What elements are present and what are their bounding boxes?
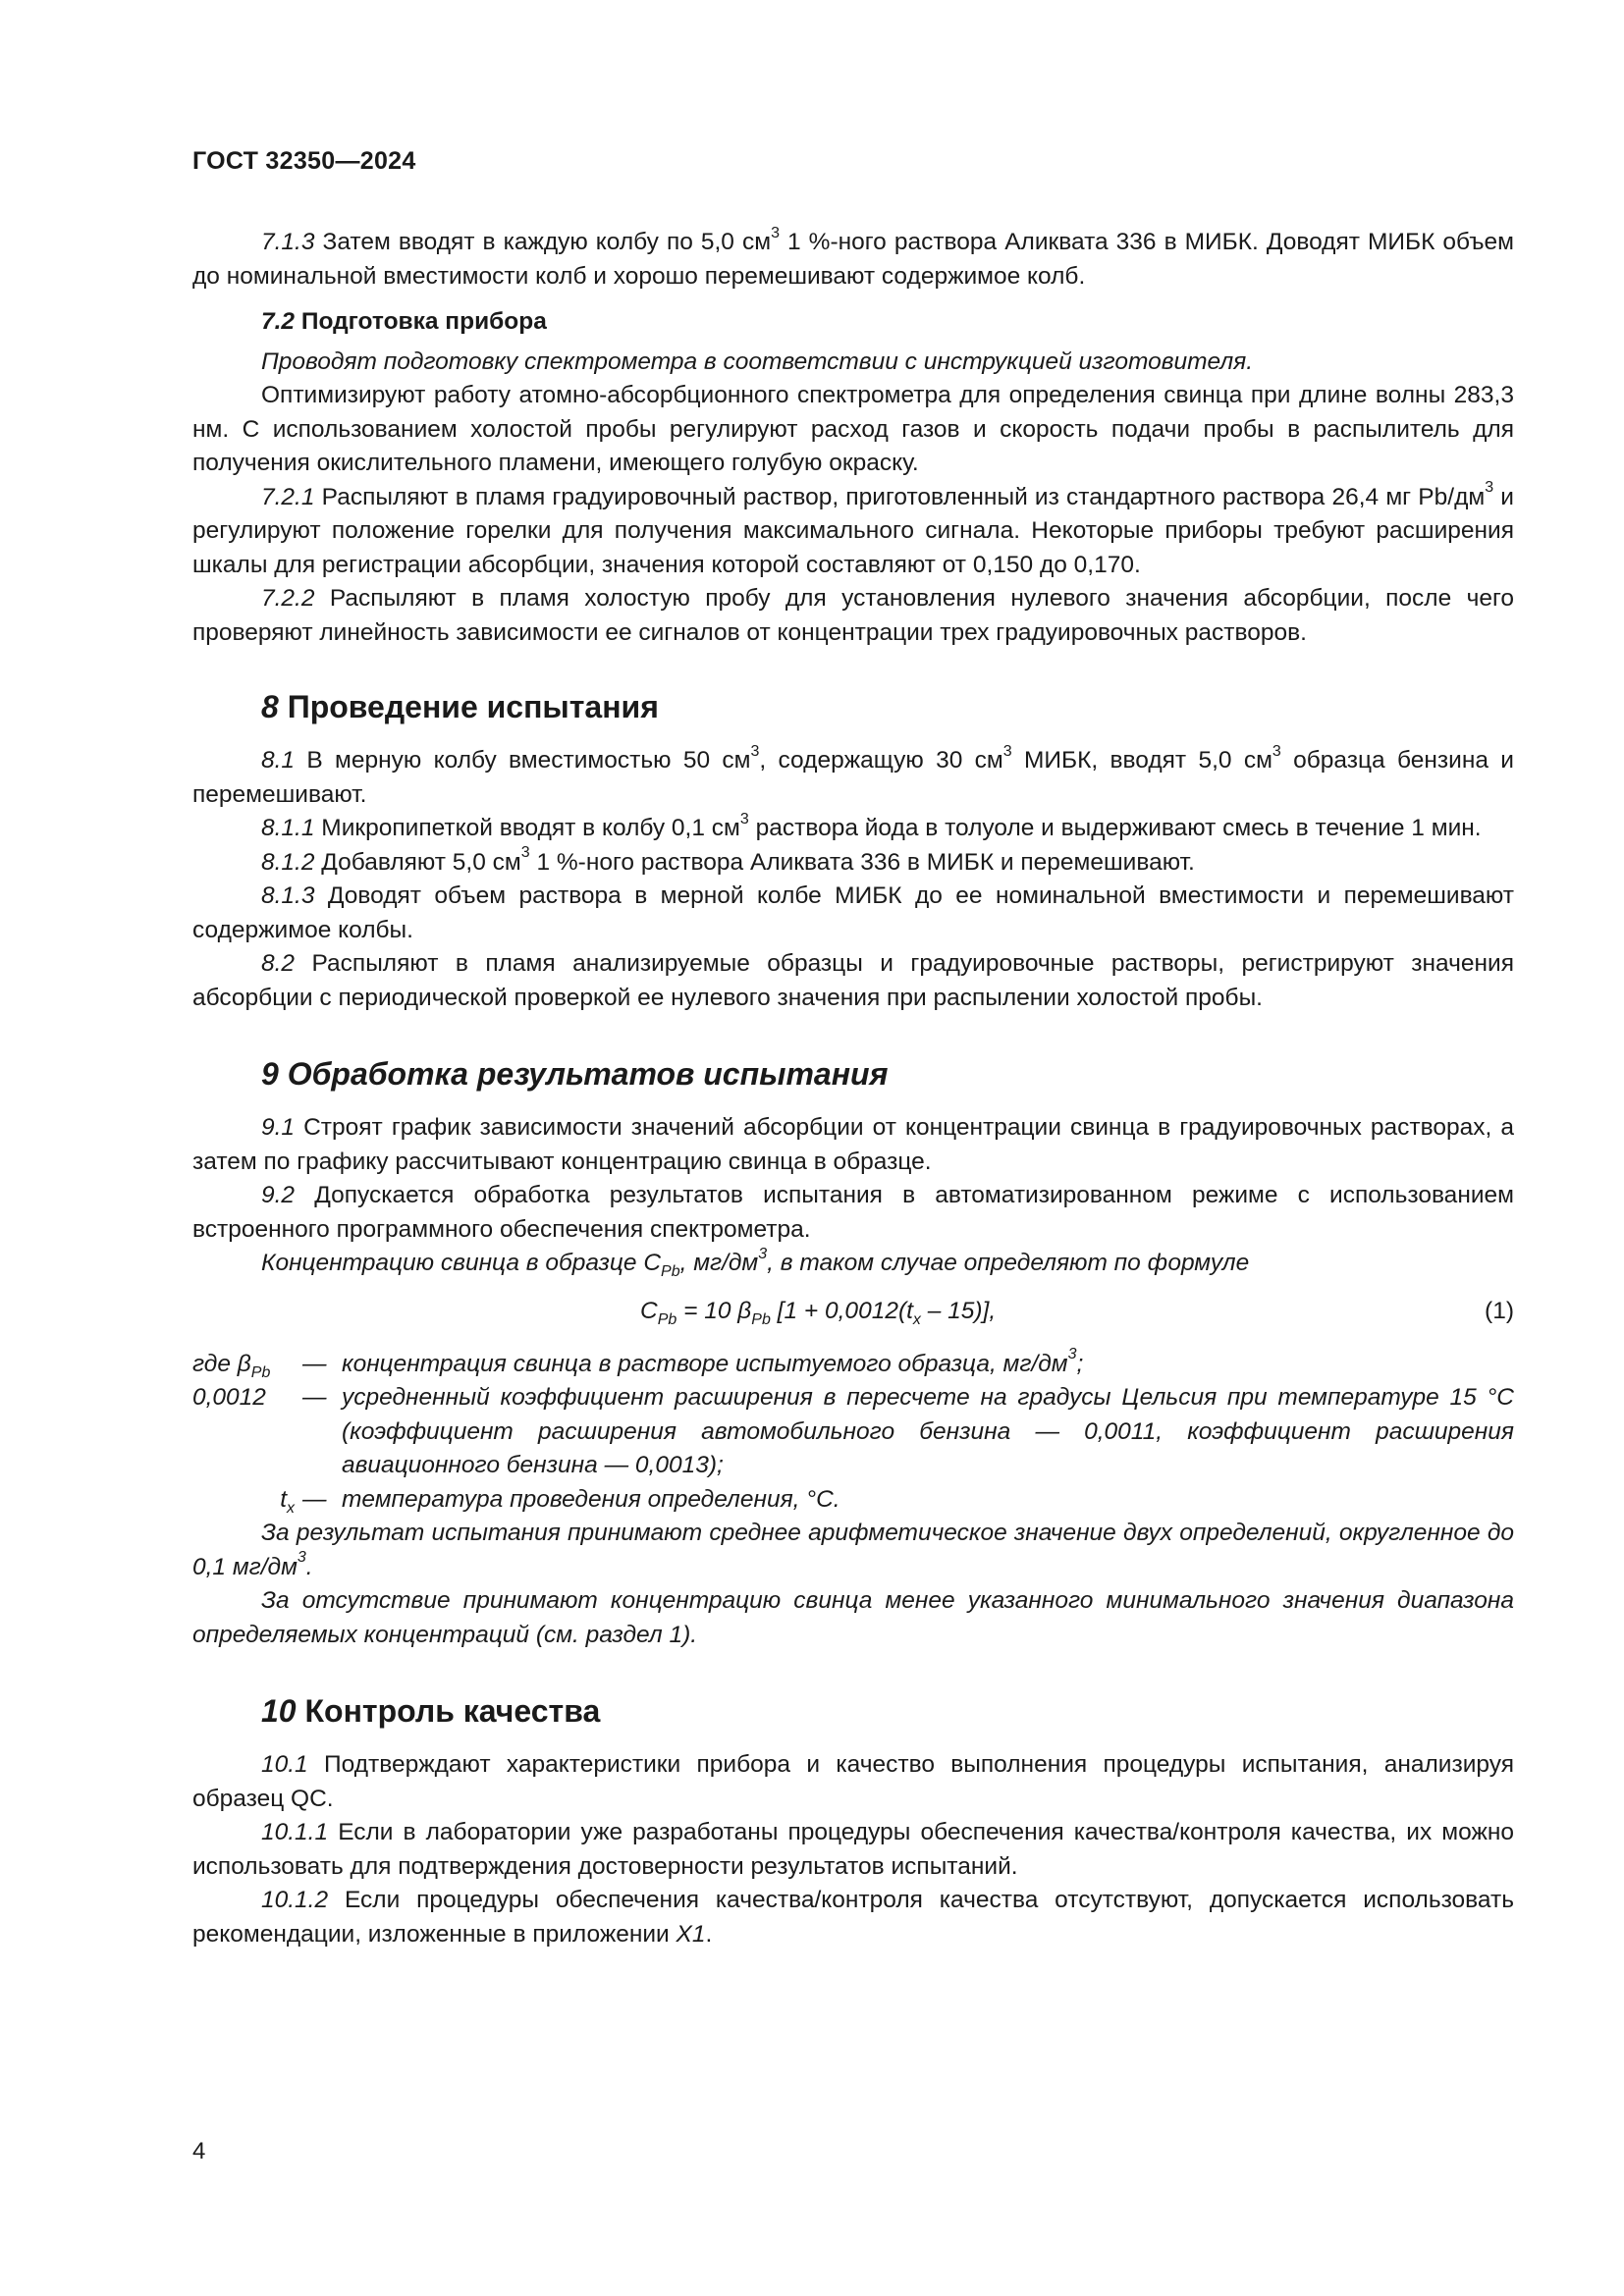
- clause-number: 7.2: [261, 308, 296, 335]
- formula-legend: [192, 1348, 1514, 1518]
- page-number: 4: [192, 2138, 206, 2164]
- legend-row: $t_x$ — температура проведения определения, °С.: [192, 1483, 1514, 1518]
- clause-8-1-1: 8.1.1 Микропипеткой вводят в колбу 0,1 $см^3$ раствора йода в толуоле и выдерживают смесь в течение 1 мин.: [261, 810, 1482, 841]
- clause-8-1-2: 8.1.2 Добавляют 5,0 $см^3$ 1 %-ного раствора Аликвата 336 в МИБК и перемешивают.: [261, 844, 1195, 876]
- formula-expression: $C_{Pb} = 10$ $\beta_{Pb}$ $[1 + 0,0012(t_x - 15)]$,: [640, 1297, 997, 1328]
- section-heading-9: 9 Обработка результатов испытания: [261, 1056, 889, 1092]
- legend-symbol: $t_x$: [280, 1485, 295, 1517]
- clause-number: 10.1.1: [261, 1819, 329, 1845]
- clause-number: 7.1.3: [261, 229, 315, 255]
- clause-8-2: 8.2 Распыляют в пламя анализируемые образцы и градуировочные растворы, регистрируют значения абсорбции с периодической проверкой ее нулевого значения при распылении холостой пробы.: [192, 950, 1514, 1011]
- paragraph-7-2-optimize: Оптимизируют работу атомно-абсорбционного спектрометра для определения свинца при длине волны 283,3 нм. С использованием холостой пробы регулируют расход газов и скорость подачи пробы в распылитель для получения окислительного пламени, имеющего голубую окраску.: [192, 382, 1514, 476]
- clause-10-1-2: 10.1.2 Если процедуры обеспечения качества/контроля качества отсутствуют, допускается использовать рекомендации, изложенные в приложении X1.: [192, 1887, 1514, 1948]
- clause-number: 7.2.2: [261, 585, 315, 612]
- legend-description: концентрация свинца в растворе испытуемого образца, $мг/дм^3$;: [342, 1346, 1084, 1377]
- section-heading-8: 8 Проведение испытания: [261, 689, 659, 724]
- absence-rule: За отсутствие принимают концентрацию свинца менее указанного минимального значения диапазона определяемых концентраций (см. раздел 1).: [192, 1587, 1514, 1648]
- clause-number: 8.2: [261, 950, 296, 977]
- clause-7-1-3: 7.1.3 Затем вводят в каждую колбу по 5,0 $см^3$ 1 %-ного раствора Аликвата 336 в МИБК. Доводят МИБК объем до номинальной вместимости колб и хорошо перемешивают содержимое колб.: [192, 224, 1515, 290]
- legend-symbol: 0,0012: [192, 1384, 266, 1411]
- clause-number: 8.1: [261, 747, 296, 774]
- legend-row: 0,0012 — усредненный коэффициент расширения в пересчете на градусы Цельсия при температуре 15 °С (коэффициент расширения автомобильного бензина — 0,0011, коэффициент расширения авиационного бензина — 0,0013);: [192, 1381, 1514, 1483]
- clause-10-1-1: 10.1.1 Если в лаборатории уже разработаны процедуры обеспечения качества/контроля качества, их можно использовать для подтверждения достоверности результатов испытаний.: [192, 1819, 1514, 1880]
- clause-number: 7.2.1: [261, 483, 315, 510]
- legend-description: температура проведения определения, °С.: [342, 1485, 840, 1513]
- formula-number: (1): [1485, 1297, 1514, 1324]
- annex-reference: X1: [676, 1920, 706, 1948]
- clause-number: 8.1.3: [261, 882, 315, 909]
- formula-1: [192, 1289, 1514, 1342]
- clause-9-2: 9.2 Допускается обработка результатов испытания в автоматизированном режиме с использованием встроенного программного обеспечения спектрометра.: [192, 1182, 1514, 1243]
- legend-row: где $\beta_{Pb}$ — концентрация свинца в растворе испытуемого образца, $мг/дм^3$;: [192, 1348, 1514, 1382]
- clause-number: 10.1: [261, 1751, 308, 1778]
- legend-symbol: где $\beta_{Pb}$: [192, 1350, 271, 1381]
- document-body: [192, 226, 1514, 1951]
- clause-number: 9.2: [261, 1182, 296, 1208]
- clause-8-1: 8.1 В мерную колбу вместимостью 50 $см^3$, содержащую 30 $см^3$ МИБК, вводят 5,0 $см^3$ образца бензина и перемешивают.: [192, 742, 1514, 808]
- document-header: ГОСТ 32350—2024: [192, 147, 416, 175]
- subsection-heading-7-2: 7.2 Подготовка прибора: [261, 308, 547, 335]
- clause-number: 10.1.2: [261, 1887, 329, 1913]
- clause-number: 9.1: [261, 1114, 296, 1141]
- clause-9-1: 9.1 Строят график зависимости значений абсорбции от концентрации свинца в градуировочных растворах, а затем по графику рассчитывают концентрацию свинца в образце.: [192, 1114, 1514, 1175]
- legend-description: усредненный коэффициент расширения в пересчете на градусы Цельсия при температуре 15 °С (коэффициент расширения автомобильного бензина — 0,0011, коэффициент расширения авиационного бензина — 0,0013);: [342, 1384, 1514, 1478]
- section-heading-10: 10 Контроль качества: [261, 1693, 601, 1729]
- clause-10-1: 10.1 Подтверждают характеристики прибора и качество выполнения процедуры испытания, анализируя образец QC.: [192, 1751, 1514, 1812]
- paragraph-7-2-intro: Проводят подготовку спектрометра в соответствии с инструкцией изготовителя.: [261, 347, 1254, 375]
- clause-number: 8.1.2: [261, 848, 315, 876]
- clause-7-2-1: 7.2.1 Распыляют в пламя градуировочный раствор, приготовленный из стандартного раствора 26,4 мг $Pb/дм^3$ и регулируют положение горелки для получения максимального сигнала. Некоторые приборы требуют расширения шкалы для регистрации абсорбции, значения которой составляют от 0,150 до 0,170.: [192, 479, 1514, 578]
- clause-8-1-3: 8.1.3 Доводят объем раствора в мерной колбе МИБК до ее номинальной вместимости и перемешивают содержимое колбы.: [192, 882, 1514, 943]
- clause-7-2-2: 7.2.2 Распыляют в пламя холостую пробу для установления нулевого значения абсорбции, после чего проверяют линейность зависимости ее сигналов от концентрации трех градуировочных растворов.: [192, 585, 1514, 646]
- clause-number: 8.1.1: [261, 815, 315, 841]
- result-rule: За результат испытания принимают среднее арифметическое значение двух определений, округленное до 0,1 $мг/дм^3$.: [192, 1520, 1514, 1580]
- formula-intro: Концентрацию свинца в образце $C_{Pb}$, $мг/дм^3$, в таком случае определяют по формуле: [261, 1245, 1250, 1280]
